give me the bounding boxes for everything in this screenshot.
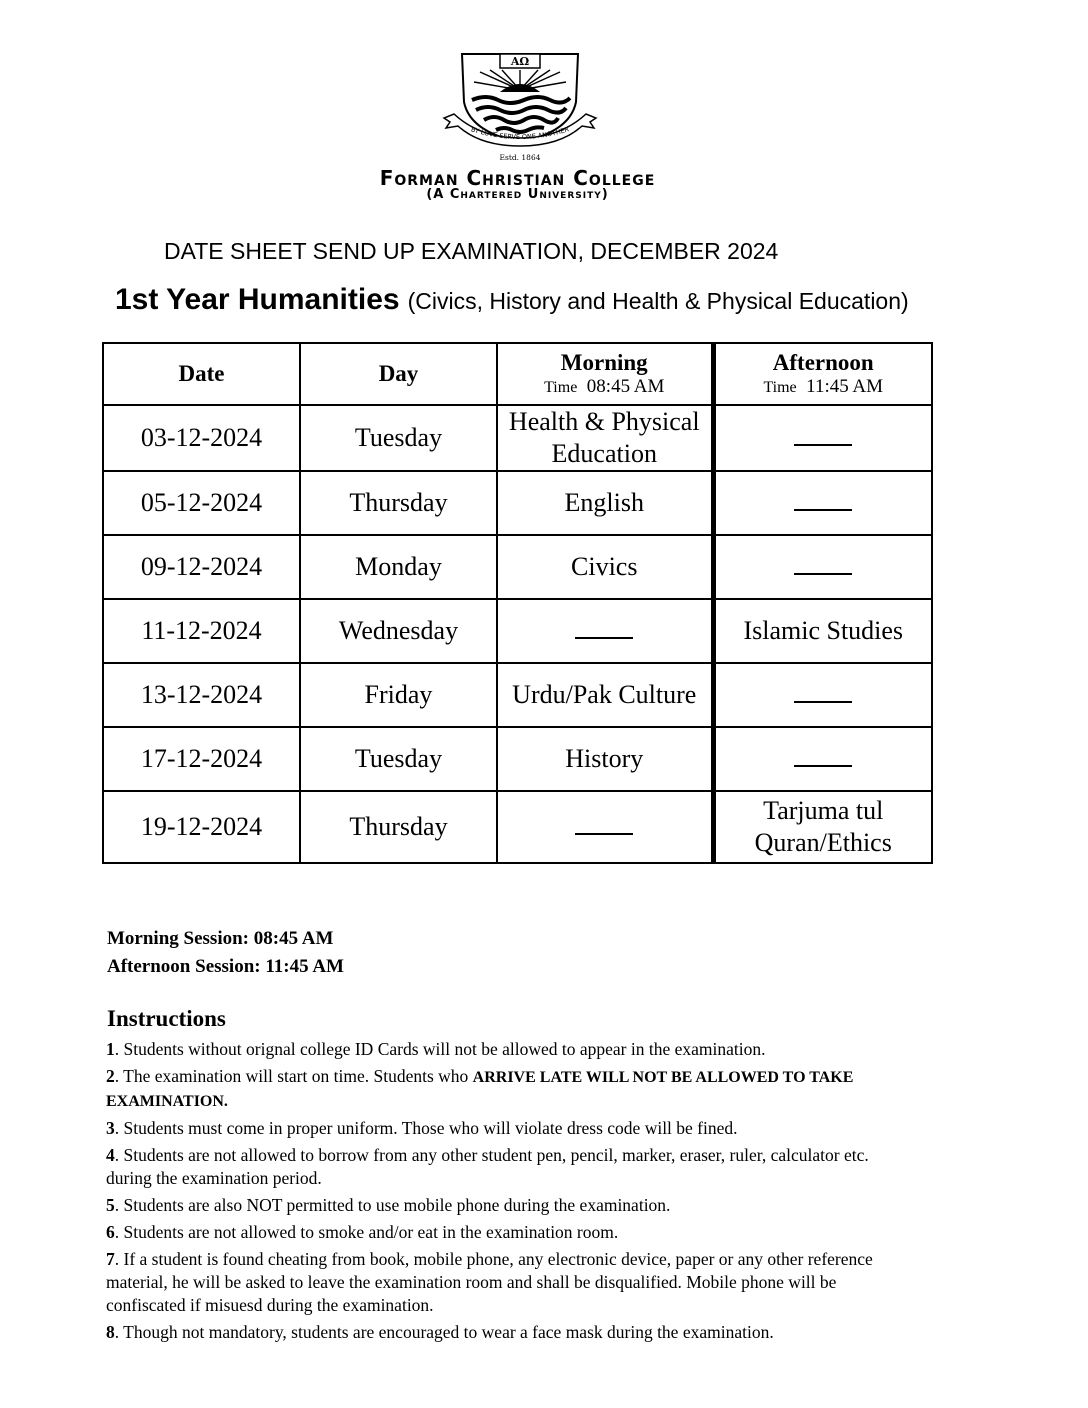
cell-text: Urdu/Pak Culture <box>512 680 697 709</box>
cell-day <box>300 727 497 791</box>
cell-date <box>103 535 300 599</box>
cell-day <box>300 599 497 663</box>
cell-date <box>103 727 300 791</box>
cell-date <box>103 471 300 535</box>
header-morning-label: Morning <box>560 349 648 375</box>
header-date: Date <box>103 343 300 405</box>
cell-morning <box>497 535 713 599</box>
instruction-item <box>106 1221 906 1244</box>
instruction-text: . Students are not allowed to smoke and/or eat in the examination room. <box>114 1222 619 1242</box>
table-row <box>103 471 932 535</box>
cell-text: History <box>565 744 644 773</box>
instructions-heading: Instructions <box>107 1006 226 1031</box>
table-row <box>103 599 932 663</box>
cell-morning <box>497 791 713 863</box>
crest-motto: BY LOVE SERVE ONE ANOTHER <box>470 125 570 142</box>
instruction-number: 7 <box>106 1249 115 1269</box>
cell-morning <box>497 663 713 727</box>
header-afternoon-label: Afternoon <box>772 349 874 375</box>
cell-text: 05-12-2024 <box>140 488 263 517</box>
cell-day <box>300 471 497 535</box>
instruction-item <box>106 1321 906 1344</box>
cell-afternoon <box>713 599 932 663</box>
cell-day <box>300 405 497 471</box>
program-subjects: (Civics, History and Health & Physical Education) <box>407 288 909 314</box>
instruction-item <box>106 1065 906 1113</box>
cell-text: Health & Physical Education <box>508 407 700 468</box>
table-row <box>103 535 932 599</box>
cell-text: Tarjuma tul Quran/Ethics <box>754 796 892 857</box>
cell-day <box>300 663 497 727</box>
program-heading <box>115 283 909 317</box>
college-crest-logo <box>440 42 600 166</box>
empty-slot-dash <box>794 493 852 511</box>
instruction-emphasis: ARRIVE LATE WILL NOT BE ALLOWED TO TAKE EXAMINATION. <box>106 1069 854 1110</box>
cell-morning <box>497 727 713 791</box>
empty-slot-dash <box>794 428 852 446</box>
instruction-number: 5 <box>106 1195 115 1215</box>
header-afternoon-time: Time 11:45 AM <box>763 375 884 397</box>
cell-text: 11-12-2024 <box>141 616 262 645</box>
instruction-number: 6 <box>106 1222 115 1242</box>
header-morning <box>497 343 713 405</box>
cell-afternoon <box>713 727 932 791</box>
instruction-text: . Students are not allowed to borrow from any other student pen, pencil, marker, eraser, ruler, calculator etc. during the examination period. <box>106 1145 869 1188</box>
cell-text: Friday <box>364 680 433 709</box>
empty-slot-dash <box>575 621 633 639</box>
cell-text: Thursday <box>349 488 448 517</box>
instruction-text: . Students without orignal college ID Cards will not be allowed to appear in the examination. <box>114 1039 766 1059</box>
cell-text: Thursday <box>349 812 448 841</box>
cell-date <box>103 791 300 863</box>
instruction-item <box>106 1117 906 1140</box>
empty-slot-dash <box>794 685 852 703</box>
cell-text: Monday <box>355 552 442 581</box>
date-sheet-title: DATE SHEET SEND UP EXAMINATION, DECEMBER 2024 <box>164 238 779 264</box>
college-subtitle: (A Chartered University) <box>426 187 609 202</box>
cell-text: 17-12-2024 <box>140 744 263 773</box>
empty-slot-dash <box>575 817 633 835</box>
cell-afternoon <box>713 791 932 863</box>
instruction-number: 3 <box>106 1118 115 1138</box>
instruction-item <box>106 1144 906 1190</box>
instruction-number: 2 <box>106 1066 115 1086</box>
cell-text: 19-12-2024 <box>140 812 263 841</box>
cell-text: Islamic Studies <box>743 616 904 645</box>
cell-date <box>103 663 300 727</box>
cell-text: 13-12-2024 <box>140 680 263 709</box>
cell-afternoon <box>713 405 932 471</box>
cell-afternoon <box>713 535 932 599</box>
table-row <box>103 791 932 863</box>
cell-text: Wednesday <box>338 616 459 645</box>
exam-schedule-table <box>102 342 933 864</box>
crest-established: Estd. 1864 <box>499 153 541 162</box>
header-afternoon <box>713 343 932 405</box>
morning-session: Morning Session: 08:45 AM <box>107 928 334 949</box>
instruction-item <box>106 1194 906 1217</box>
instruction-text: . Students are also NOT permitted to use mobile phone during the examination. <box>114 1195 671 1215</box>
instruction-number: 8 <box>106 1322 115 1342</box>
table-header-row <box>103 343 932 405</box>
table-row <box>103 663 932 727</box>
empty-slot-dash <box>794 749 852 767</box>
instruction-text: . Students must come in proper uniform. Those who will violate dress code will be fined. <box>114 1118 738 1138</box>
cell-text: English <box>564 488 644 517</box>
cell-day <box>300 535 497 599</box>
cell-morning <box>497 471 713 535</box>
instruction-item <box>106 1248 906 1317</box>
instruction-number: 4 <box>106 1145 115 1165</box>
cell-morning <box>497 405 713 471</box>
cell-afternoon <box>713 471 932 535</box>
cell-text: Tuesday <box>354 423 443 452</box>
afternoon-session: Afternoon Session: 11:45 AM <box>107 956 344 977</box>
header-morning-time: Time 08:45 AM <box>544 375 665 397</box>
cell-morning <box>497 599 713 663</box>
cell-text: Civics <box>571 552 638 581</box>
instruction-number: 1 <box>106 1039 115 1059</box>
header-day: Day <box>300 343 497 405</box>
cell-text: 03-12-2024 <box>140 423 263 452</box>
instruction-text: . The examination will start on time. Students who <box>114 1066 473 1086</box>
session-times <box>107 925 344 981</box>
college-name: Forman Christian College <box>379 166 656 190</box>
program-name: 1st Year Humanities <box>115 283 400 316</box>
instruction-item <box>106 1038 906 1061</box>
cell-afternoon <box>713 663 932 727</box>
cell-text: 09-12-2024 <box>140 552 263 581</box>
cell-day <box>300 791 497 863</box>
cell-text: Tuesday <box>354 744 443 773</box>
table-row <box>103 727 932 791</box>
instruction-text: . Though not mandatory, students are encouraged to wear a face mask during the examination. <box>114 1322 774 1342</box>
empty-slot-dash <box>794 557 852 575</box>
cell-date <box>103 405 300 471</box>
cell-date <box>103 599 300 663</box>
table-row <box>103 405 932 471</box>
instructions-list <box>106 1038 906 1348</box>
instruction-text: . If a student is found cheating from book, mobile phone, any electronic device, paper or any other reference material, he will be asked to leave the examination room and shall be disqualified. Mobile phone will be confiscated if misuesd during the examination. <box>106 1249 873 1315</box>
crest-letters: ΑΩ <box>510 55 530 68</box>
